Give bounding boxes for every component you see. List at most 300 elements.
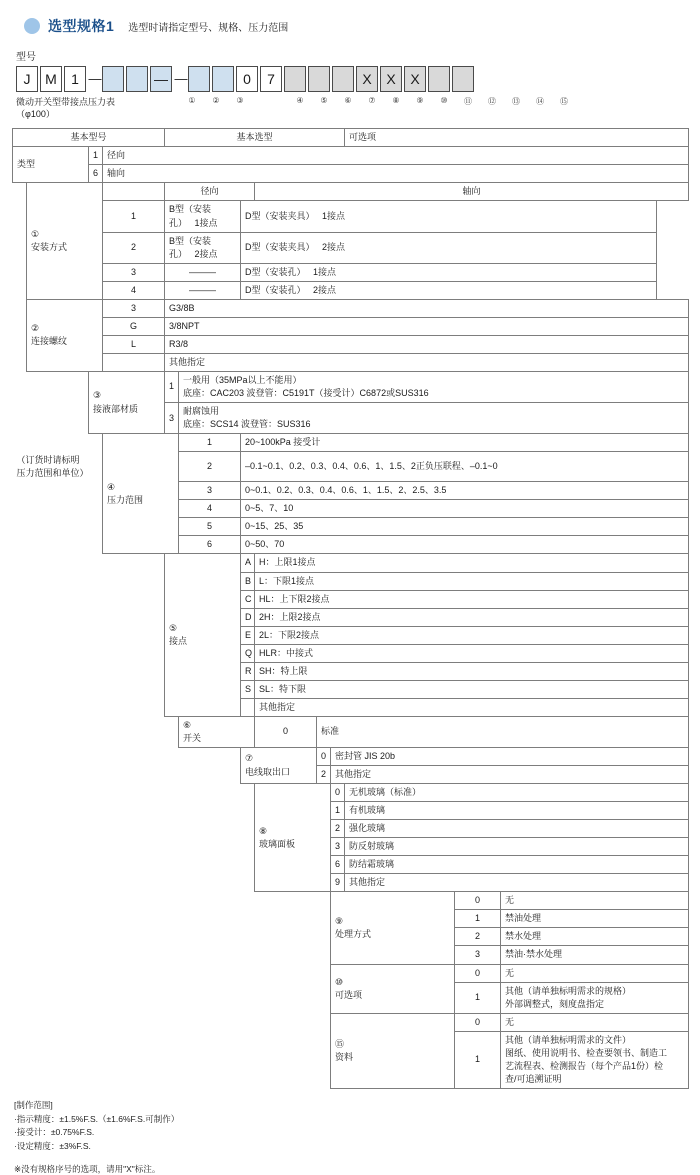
spacer-g0 (13, 784, 255, 802)
mount-right-pt-2: 2接点 (322, 242, 346, 253)
cell-pressure-code-3: 3 (179, 482, 241, 500)
spacer-c4 (13, 626, 165, 644)
cell-pressure-code-5: 5 (179, 518, 241, 536)
cell-mount-head-axial: 轴向 (255, 183, 689, 201)
docs-text-2-line2: 图纸、使用说明书、检查要领书、制造工 (505, 1047, 668, 1058)
spacer-c3 (13, 608, 165, 626)
table-row-thread-3 (13, 335, 689, 353)
position-number-group-a (180, 96, 252, 120)
cell-mount-right-2 (241, 232, 657, 263)
spacer-p0 (13, 434, 27, 452)
spacer-p3b (27, 500, 89, 518)
cell-type-text-2: 轴向 (103, 165, 689, 183)
pressure-label-text: 压力范围 (107, 494, 144, 505)
cell-treatment-code-1: 0 (455, 892, 501, 910)
footnote-title: [制作范围] (14, 1099, 53, 1110)
footnote-line-3: ·设定精度：±3%F.S. (14, 1140, 91, 1151)
spacer-g5 (13, 874, 255, 892)
cell-glass-text-4: 防反射玻璃 (345, 838, 689, 856)
spacer-wr0 (13, 747, 241, 765)
cell-thread-code-1: 3 (103, 299, 165, 317)
spacer-tr3 (13, 946, 331, 964)
spacer-c6 (13, 662, 165, 680)
cell-wire-text-1: 密封管 JIS 20b (331, 747, 689, 765)
table-row-mount-1 (13, 201, 689, 232)
spacer-p4b (27, 518, 89, 536)
cell-glass-code-2: 1 (331, 802, 345, 820)
cell-mount-right-1 (241, 201, 657, 232)
cell-glass-code-5: 6 (331, 856, 345, 874)
cell-thread-label (27, 299, 103, 371)
spacer-p5 (13, 536, 27, 554)
table-row-thread-2 (13, 317, 689, 335)
docs-number: ⑮ (335, 1038, 345, 1049)
cell-contact-code-3: C (241, 590, 255, 608)
wire-number: ⑦ (245, 753, 254, 764)
cell-wire-code-1: 0 (317, 747, 331, 765)
cell-contact-text-8: SL：特下限 (255, 680, 689, 698)
bullet-icon (24, 18, 40, 34)
cell-pressure-code-6: 6 (179, 536, 241, 554)
switch-label-text: 开关 (183, 732, 202, 743)
cell-type-code-1: 1 (89, 147, 103, 165)
treatment-number: ⑨ (335, 915, 344, 926)
table-row-contact-9 (13, 698, 689, 716)
table-row-contact-8 (13, 680, 689, 698)
table-row-wire-1 (13, 747, 689, 765)
position-number-1: ① (188, 96, 196, 105)
spacer-p2 (13, 482, 27, 500)
spacer-t1 (13, 317, 27, 335)
option-label-text: 可选项 (335, 989, 363, 1000)
spacer-w1b (27, 403, 89, 434)
cell-contact-code-6: Q (241, 644, 255, 662)
code-cell-pos3: — (150, 66, 172, 92)
spacer-m4 (13, 281, 27, 299)
cell-contact-text-1: H：上限1接点 (255, 554, 689, 572)
cell-contact-text-4: 2H：上限2接点 (255, 608, 689, 626)
spacer-p4c (89, 518, 103, 536)
cell-mount-left-3: ——— (165, 263, 241, 281)
spacer-g4 (13, 856, 255, 874)
mount-number: ① (31, 229, 40, 240)
mount-right-text-2: D型（安装夹具） (245, 242, 315, 253)
table-row-section-heads (13, 129, 689, 147)
position-number-2: ② (212, 96, 220, 105)
docs-label-text: 资料 (335, 1051, 354, 1062)
code-cell-m: M (40, 66, 62, 92)
model-code-section (0, 48, 700, 120)
cell-optional: 可选项 (345, 129, 689, 147)
table-row-mount-2 (13, 232, 689, 263)
table-row-contact-5 (13, 626, 689, 644)
mount-right-pt-3: 1接点 (313, 266, 337, 277)
cell-docs-label (331, 1013, 455, 1088)
spacer-w1 (13, 403, 27, 434)
cell-contact-code-2: B (241, 572, 255, 590)
table-row-thread-1 (13, 299, 689, 317)
code-cell-pos10 (332, 66, 354, 92)
cell-mount-code-2: 2 (103, 232, 165, 263)
table-row-type-1 (13, 147, 689, 165)
cell-contact-label (165, 554, 241, 716)
position-number-15: ⑮ (560, 97, 568, 106)
cell-docs-code-2: 1 (455, 1031, 501, 1088)
cell-contact-text-7: SH：特上限 (255, 662, 689, 680)
table-row-glass-3 (13, 820, 689, 838)
cell-contact-text-2: L：下限1接点 (255, 572, 689, 590)
position-number-9: ⑨ (416, 96, 424, 105)
cell-glass-text-3: 强化玻璃 (345, 820, 689, 838)
code-cell-pos11: X (356, 66, 378, 92)
cell-wetted-text-1 (179, 371, 689, 402)
cell-pressure-code-4: 4 (179, 500, 241, 518)
table-row-contact-2 (13, 572, 689, 590)
code-cell-pos4 (188, 66, 210, 92)
table-row-contact-7 (13, 662, 689, 680)
spacer-tr2 (13, 928, 331, 946)
cell-contact-text-3: HL：上下限2接点 (255, 590, 689, 608)
cell-mount-head-radial: 径向 (165, 183, 255, 201)
spacer-g3 (13, 838, 255, 856)
position-number-7: ⑦ (368, 96, 376, 105)
spacer-c0 (13, 554, 165, 572)
spacer-p2c (89, 482, 103, 500)
spacer-p2b (27, 482, 89, 500)
cell-pressure-text-6: 0~50、70 (241, 536, 689, 554)
table-row-type-2 (13, 165, 689, 183)
cell-docs-text-1: 无 (501, 1013, 689, 1031)
wetted-number: ③ (93, 390, 102, 401)
table-row-contact-6 (13, 644, 689, 662)
model-caption-row (16, 96, 700, 120)
table-row-switch-1 (13, 716, 689, 747)
footnotes-block (14, 1099, 700, 1153)
spacer-c8 (13, 698, 165, 716)
position-number-8: ⑧ (392, 96, 400, 105)
cell-pressure-label (103, 434, 179, 554)
cell-pressure-text-5: 0~15、25、35 (241, 518, 689, 536)
table-row-contact-1 (13, 554, 689, 572)
wetted-text-2-line2: 底座：SCS14 波登管：SUS316 (183, 419, 311, 430)
table-row-mount-head (13, 183, 689, 201)
code-cell-j: J (16, 66, 38, 92)
cell-treatment-text-1: 无 (501, 892, 689, 910)
cell-glass-text-6: 其他指定 (345, 874, 689, 892)
code-cell-pos2 (126, 66, 148, 92)
cell-wire-text-2: 其他指定 (331, 766, 689, 784)
cell-treatment-code-3: 2 (455, 928, 501, 946)
spacer-wr1 (13, 766, 241, 784)
cell-wetted-code-1: 1 (165, 371, 179, 402)
cell-wetted-code-2: 3 (165, 403, 179, 434)
table-row-glass-4 (13, 838, 689, 856)
cell-contact-code-8: S (241, 680, 255, 698)
cell-switch-code-1: 0 (255, 716, 317, 747)
position-number-6: ⑥ (344, 96, 352, 105)
cell-mount-left-2 (165, 232, 241, 263)
docs-text-2-line4: 查/可追溯证明 (505, 1073, 562, 1084)
code-cell-0: 0 (236, 66, 258, 92)
treatment-label-text: 处理方式 (335, 928, 372, 939)
cell-glass-code-4: 3 (331, 838, 345, 856)
cell-wire-label (241, 747, 317, 783)
code-cell-pos9 (308, 66, 330, 92)
table-row-mount-3 (13, 263, 689, 281)
table-row-pressure-1 (13, 434, 689, 452)
footnote-note: ※没有规格序号的选项，请用"X"标注。 (14, 1164, 161, 1175)
selection-table (12, 128, 689, 1089)
position-number-13: ⑬ (512, 97, 520, 106)
position-number-3: ③ (236, 96, 244, 105)
cell-mount-code-1: 1 (103, 201, 165, 232)
spacer-p5b (27, 536, 89, 554)
mount-left-text-2: B型（安装孔） (169, 235, 212, 259)
cell-treatment-text-4: 禁油·禁水处理 (501, 946, 689, 964)
spacer-m1 (13, 201, 27, 232)
product-caption-line2: （φ100） (16, 109, 55, 120)
contact-label-text: 接点 (169, 636, 188, 647)
spacer-w0b (27, 371, 89, 402)
mount-right-text-3: D型（安装孔） (245, 266, 306, 277)
cell-base-model: 基本型号 (13, 129, 165, 147)
cell-option-code-1: 0 (455, 964, 501, 982)
code-cell-pos15 (452, 66, 474, 92)
cell-switch-label (179, 716, 255, 747)
spacer-d1 (13, 1031, 331, 1088)
cell-mount-left-4: ——— (165, 281, 241, 299)
cell-option-label (331, 964, 455, 1013)
glass-number: ⑧ (259, 825, 268, 836)
cell-mount-left-1 (165, 201, 241, 232)
table-row-glass-2 (13, 802, 689, 820)
spacer-p5c (89, 536, 103, 554)
spacer-p3 (13, 500, 27, 518)
cell-thread-text-1: G3/8B (165, 299, 689, 317)
spacer-s0 (13, 716, 179, 747)
cell-docs-code-1: 0 (455, 1013, 501, 1031)
table-row-glass-5 (13, 856, 689, 874)
page-title: 选型规格1 (48, 18, 115, 34)
cell-thread-code-2: G (103, 317, 165, 335)
cell-glass-code-3: 2 (331, 820, 345, 838)
cell-glass-code-1: 0 (331, 784, 345, 802)
model-label: 型号 (16, 52, 36, 63)
spacer-g1 (13, 802, 255, 820)
cell-glass-label (255, 784, 331, 892)
code-cell-pos5 (212, 66, 234, 92)
cell-base-select: 基本选型 (165, 129, 345, 147)
code-dash-1: — (88, 71, 102, 86)
mount-right-pt-1: 1接点 (322, 210, 346, 221)
spacer-c7 (13, 680, 165, 698)
cell-type-code-2: 6 (89, 165, 103, 183)
position-number-5: ⑤ (320, 96, 328, 105)
cell-contact-code-4: D (241, 608, 255, 626)
spacer-w0 (13, 371, 27, 402)
spacer-p0b (27, 434, 89, 452)
spacer-p3c (89, 500, 103, 518)
spacer-p1 (13, 452, 89, 482)
option-text-2-line1: 其他（请单独标明需求的规格） (505, 985, 632, 996)
cell-option-code-2: 1 (455, 982, 501, 1013)
cell-mount-code-3: 3 (103, 263, 165, 281)
cell-wetted-text-2 (179, 403, 689, 434)
cell-wire-code-2: 2 (317, 766, 331, 784)
docs-text-2-line1: 其他（请单独标明需求的文件） (505, 1034, 632, 1045)
mount-right-pt-4: 2接点 (313, 284, 337, 295)
spacer-o0 (13, 964, 331, 982)
page-subtitle: 选型时请指定型号、规格、压力范围 (128, 22, 289, 34)
cell-treatment-text-3: 禁水处理 (501, 928, 689, 946)
cell-thread-code-4 (103, 353, 165, 371)
spacer-o1 (13, 982, 331, 1013)
cell-pressure-text-1: 20~100kPa 接受计 (241, 434, 689, 452)
docs-text-2-line3: 艺流程表、检测报告（每个产品1份）检 (505, 1060, 664, 1071)
option-text-2-line2: 外部调整式，刻度盘指定 (505, 998, 605, 1009)
table-row-glass-6 (13, 874, 689, 892)
cell-thread-text-4: 其他指定 (165, 353, 689, 371)
code-cell-7: 7 (260, 66, 282, 92)
position-number-10: ⑩ (440, 96, 448, 105)
glass-label-text: 玻璃面板 (259, 838, 296, 849)
cell-option-text-1: 无 (501, 964, 689, 982)
cell-pressure-code-1: 1 (179, 434, 241, 452)
cell-glass-text-2: 有机玻璃 (345, 802, 689, 820)
cell-mount-right-4 (241, 281, 657, 299)
spacer-d0 (13, 1013, 331, 1031)
cell-contact-text-6: HLR：中接式 (255, 644, 689, 662)
thread-number: ② (31, 323, 40, 334)
code-cell-pos13: X (404, 66, 426, 92)
mount-left-pt-2: 2接点 (194, 248, 218, 259)
position-number-group-b (288, 96, 576, 120)
cell-thread-text-3: R3/8 (165, 335, 689, 353)
spacer-t0 (13, 299, 27, 317)
cell-treatment-label (331, 892, 455, 964)
footnote-line-2: ·接受计：±0.75%F.S. (14, 1127, 95, 1138)
cell-glass-code-6: 9 (331, 874, 345, 892)
position-number-14: ⑭ (536, 97, 544, 106)
spacer-p1c (89, 452, 103, 482)
wetted-text-1-line2: 底座：CAC203 波登管：C5191T（接受计）C6872或SUS316 (183, 387, 429, 398)
code-dash-2: — (174, 71, 188, 86)
spacer-c2 (13, 590, 165, 608)
mount-right-text-4: D型（安装孔） (245, 284, 306, 295)
cell-mount-code-4: 4 (103, 281, 165, 299)
spacer-g2 (13, 820, 255, 838)
table-row-treatment-1 (13, 892, 689, 910)
wetted-label-text: 接液部材质 (93, 403, 139, 414)
cell-contact-text-5: 2L：下限2接点 (255, 626, 689, 644)
product-caption-line1: 微动开关型带接点压力表 (16, 97, 116, 107)
cell-pressure-text-4: 0~5、7、10 (241, 500, 689, 518)
product-caption (16, 96, 124, 120)
table-row-contact-3 (13, 590, 689, 608)
cell-treatment-code-4: 3 (455, 946, 501, 964)
cell-switch-text-1: 标准 (317, 716, 689, 747)
cell-docs-text-2 (501, 1031, 689, 1088)
footnote-line-1: ·指示精度：±1.5%F.S.（±1.6%F.S.可制作） (14, 1113, 180, 1124)
wetted-text-1-line1: 一般用（35MPa以上不能用） (183, 374, 302, 385)
table-row-glass-1 (13, 784, 689, 802)
cell-contact-text-9: 其他指定 (255, 698, 689, 716)
pressure-number: ④ (107, 481, 116, 492)
cell-contact-code-5: E (241, 626, 255, 644)
cell-type-text-1: 径向 (103, 147, 689, 165)
spacer-m3 (13, 263, 27, 281)
thread-label-text: 连接螺纹 (31, 336, 68, 347)
cell-option-text-2 (501, 982, 689, 1013)
mount-left-text-1: B型（安装孔） (169, 204, 212, 228)
code-cell-pos8 (284, 66, 306, 92)
code-cell-pos14 (428, 66, 450, 92)
table-row-docs-1 (13, 1013, 689, 1031)
spacer-t2 (13, 335, 27, 353)
cell-glass-text-5: 防结霜玻璃 (345, 856, 689, 874)
cell-mount-right-3 (241, 263, 657, 281)
mount-left-pt-1: 1接点 (194, 217, 218, 228)
page-header (0, 0, 700, 44)
table-row-option-1 (13, 964, 689, 982)
spacer-m2 (13, 232, 27, 263)
cell-thread-code-3: L (103, 335, 165, 353)
cell-contact-code-7: R (241, 662, 255, 680)
cell-treatment-text-2: 禁油处理 (501, 910, 689, 928)
cell-pressure-text-3: 0~0.1、0.2、0.3、0.4、0.6、1、1.5、2、2.5、3.5 (241, 482, 689, 500)
spacer-mount (13, 183, 27, 201)
spacer-tr1 (13, 910, 331, 928)
mount-right-text-1: D型（安装夹具） (245, 210, 315, 221)
cell-contact-code-1: A (241, 554, 255, 572)
spacer-p0c (89, 434, 103, 452)
cell-contact-code-9 (241, 698, 255, 716)
position-number-11: ⑪ (464, 97, 472, 106)
table-row-thread-4 (13, 353, 689, 371)
table-row-contact-4 (13, 608, 689, 626)
table-row-wire-2 (13, 766, 689, 784)
table-row-mount-4 (13, 281, 689, 299)
spacer-c5 (13, 644, 165, 662)
cell-thread-text-2: 3/8NPT (165, 317, 689, 335)
wetted-text-2-line1: 耐腐蚀用 (183, 406, 220, 417)
cell-pressure-code-2: 2 (179, 452, 241, 482)
mount-label-text: 安装方式 (31, 242, 68, 253)
spacer-c1 (13, 572, 165, 590)
spacer-tr0 (13, 892, 331, 910)
table-row-wetted-1 (13, 371, 689, 402)
switch-number: ⑥ (183, 719, 192, 730)
code-cell-1: 1 (64, 66, 86, 92)
cell-glass-text-1: 无机玻璃（标准） (345, 784, 689, 802)
spacer-mount-2 (103, 183, 165, 201)
contact-number: ⑤ (169, 623, 178, 634)
wire-label-text: 电线取出口 (245, 766, 291, 777)
option-number: ⑩ (335, 976, 344, 987)
code-cell-pos12: X (380, 66, 402, 92)
cell-wetted-label (89, 371, 165, 433)
position-number-12: ⑫ (488, 97, 496, 106)
code-cell-pos1 (102, 66, 124, 92)
model-code-row (16, 66, 700, 96)
cell-type-label: 类型 (13, 147, 89, 183)
cell-pressure-text-2: –0.1~0.1、0.2、0.3、0.4、0.6、1、1.5、2正负压联程、–0.1~0 (241, 452, 689, 482)
cell-treatment-code-2: 1 (455, 910, 501, 928)
cell-mount-label (27, 183, 103, 299)
pressure-note: （订货时请标明压力范围和单位） (16, 454, 89, 478)
position-number-4: ④ (296, 96, 304, 105)
spacer-t3 (13, 353, 27, 371)
